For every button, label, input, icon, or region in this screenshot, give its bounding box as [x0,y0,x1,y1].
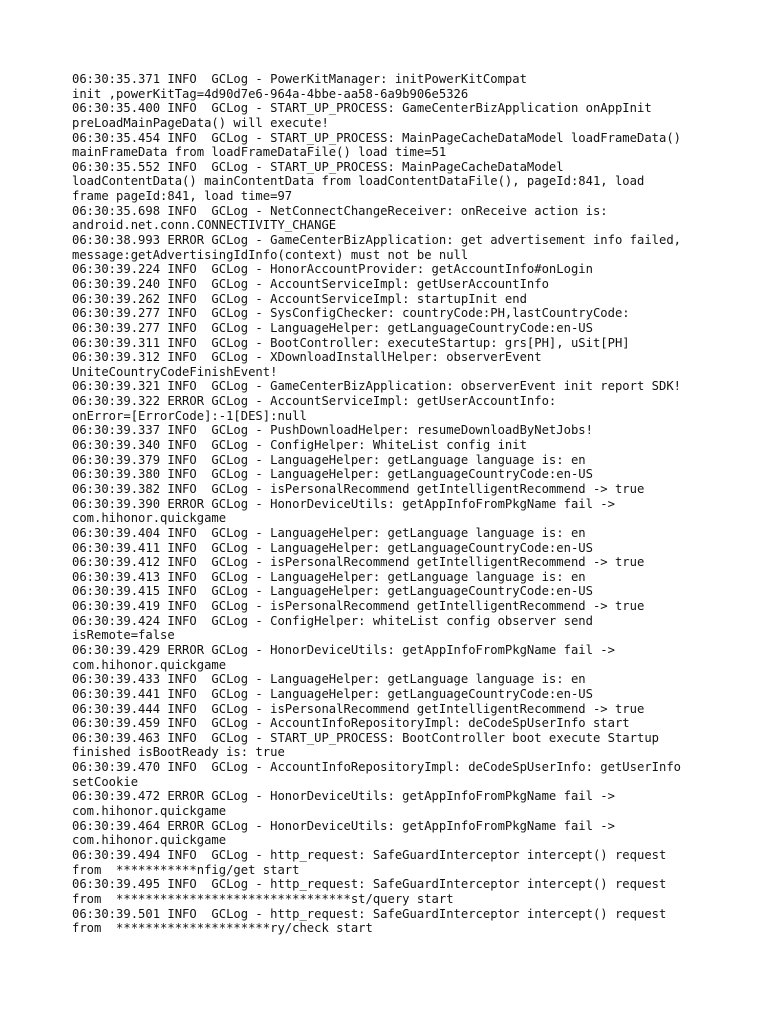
log-line: 06:30:38.993 ERROR GCLog - GameCenterBizApplication: get advertisement info failed, [72,233,682,248]
log-line: 06:30:39.240 INFO GCLog - AccountServiceImpl: getUserAccountInfo [72,276,549,291]
log-line: 06:30:39.433 INFO GCLog - LanguageHelper: getLanguage language is: en [72,672,586,687]
log-line: 06:30:39.444 INFO GCLog - isPersonalRecommend getIntelligentRecommend -> true [72,701,645,716]
log-line: 06:30:35.371 INFO GCLog - PowerKitManager: initPowerKitCompat [72,72,527,86]
log-line: 06:30:39.472 ERROR GCLog - HonorDeviceUtils: getAppInfoFromPkgName fail -> [72,789,615,804]
log-line: 06:30:39.312 INFO GCLog - XDownloadInstallHelper: observerEvent [72,350,542,365]
log-line: 06:30:39.501 INFO GCLog - http_request: SafeGuardInterceptor intercept() request [72,906,667,921]
log-line: com.hihonor.quickgame [72,657,227,672]
log-line: 06:30:39.470 INFO GCLog - AccountInfoRepositoryImpl: deCodeSpUserInfo: getUserInfo [72,760,682,775]
log-line: onError=[ErrorCode]:-1[DES]:null [72,408,307,423]
log-line: 06:30:39.322 ERROR GCLog - AccountServiceImpl: getUserAccountInfo: [72,394,557,409]
log-line: com.hihonor.quickgame [72,833,227,848]
log-line: 06:30:39.380 INFO GCLog - LanguageHelper: getLanguageCountryCode:en-US [72,467,593,482]
log-line: from ********************************st/query start [72,891,454,906]
log-line: 06:30:39.411 INFO GCLog - LanguageHelper: getLanguageCountryCode:en-US [72,540,593,555]
log-line: 06:30:35.698 INFO GCLog - NetConnectChangeReceiver: onReceive action is: [72,203,608,218]
log-line: com.hihonor.quickgame [72,511,227,526]
log-line: 06:30:39.277 INFO GCLog - LanguageHelper: getLanguageCountryCode:en-US [72,320,593,335]
log-line: 06:30:39.390 ERROR GCLog - HonorDeviceUtils: getAppInfoFromPkgName fail -> [72,496,615,511]
log-line: 06:30:39.464 ERROR GCLog - HonorDeviceUtils: getAppInfoFromPkgName fail -> [72,818,615,833]
log-line: from ***********nfig/get start [72,862,300,877]
log-line: 06:30:35.454 INFO GCLog - START_UP_PROCESS: MainPageCacheDataModel loadFrameData() [72,130,682,145]
log-line: init ,powerKitTag=4d90d7e6-964a-4bbe-aa58-6a9b906e5326 [72,86,469,101]
log-line: frame pageId:841, load time=97 [72,189,293,204]
log-line: loadContentData() mainContentData from loadContentDataFile(), pageId:841, load [72,174,645,189]
log-line: android.net.conn.CONNECTIVITY_CHANGE [72,218,337,233]
log-line: from *********************ry/check start [72,921,373,936]
log-text [72,72,712,936]
log-line: UniteCountryCodeFinishEvent! [72,364,278,379]
log-line: 06:30:35.552 INFO GCLog - START_UP_PROCESS: MainPageCacheDataModel [72,159,564,174]
log-line: 06:30:39.412 INFO GCLog - isPersonalRecommend getIntelligentRecommend -> true [72,555,645,570]
log-line: com.hihonor.quickgame [72,804,227,819]
log-line: 06:30:39.419 INFO GCLog - isPersonalRecommend getIntelligentRecommend -> true [72,599,645,614]
log-line: 06:30:39.224 INFO GCLog - HonorAccountProvider: getAccountInfo#onLogin [72,262,593,277]
log-line: 06:30:39.337 INFO GCLog - PushDownloadHelper: resumeDownloadByNetJobs! [72,423,593,438]
log-line: 06:30:39.459 INFO GCLog - AccountInfoRepositoryImpl: deCodeSpUserInfo start [72,716,630,731]
log-line: 06:30:39.340 INFO GCLog - ConfigHelper: WhiteList config init [72,438,527,453]
log-line: 06:30:39.463 INFO GCLog - START_UP_PROCESS: BootController boot execute Startup [72,730,659,745]
log-line: finished isBootReady is: true [72,745,285,760]
log-line: 06:30:39.441 INFO GCLog - LanguageHelper: getLanguageCountryCode:en-US [72,686,593,701]
log-line: 06:30:39.382 INFO GCLog - isPersonalRecommend getIntelligentRecommend -> true [72,481,645,496]
log-line: 06:30:39.311 INFO GCLog - BootController: executeStartup: grs[PH], uSit[PH] [72,335,630,350]
log-line: 06:30:39.495 INFO GCLog - http_request: SafeGuardInterceptor intercept() request [72,877,667,892]
log-line: 06:30:39.404 INFO GCLog - LanguageHelper: getLanguage language is: en [72,525,586,540]
log-line: isRemote=false [72,628,175,643]
log-line: message:getAdvertisingIdInfo(context) must not be null [72,247,469,262]
log-line: 06:30:39.424 INFO GCLog - ConfigHelper: whiteList config observer send [72,613,593,628]
log-line: 06:30:39.277 INFO GCLog - SysConfigChecker: countryCode:PH,lastCountryCode: [72,306,630,321]
log-line: 06:30:39.262 INFO GCLog - AccountServiceImpl: startupInit end [72,291,527,306]
log-line: 06:30:39.413 INFO GCLog - LanguageHelper: getLanguage language is: en [72,569,586,584]
log-line: 06:30:39.321 INFO GCLog - GameCenterBizApplication: observerEvent init report SDK! [72,379,682,394]
log-line: setCookie [72,774,139,789]
log-line: 06:30:39.415 INFO GCLog - LanguageHelper: getLanguageCountryCode:en-US [72,584,593,599]
log-line: preLoadMainPageData() will execute! [72,115,329,130]
log-line: 06:30:39.379 INFO GCLog - LanguageHelper: getLanguage language is: en [72,452,586,467]
log-line: 06:30:39.494 INFO GCLog - http_request: SafeGuardInterceptor intercept() request [72,847,667,862]
log-line: 06:30:35.400 INFO GCLog - START_UP_PROCESS: GameCenterBizApplication onAppInit [72,101,652,116]
log-line: mainFrameData from loadFrameDataFile() load time=51 [72,145,447,160]
log-line: 06:30:39.429 ERROR GCLog - HonorDeviceUtils: getAppInfoFromPkgName fail -> [72,642,615,657]
